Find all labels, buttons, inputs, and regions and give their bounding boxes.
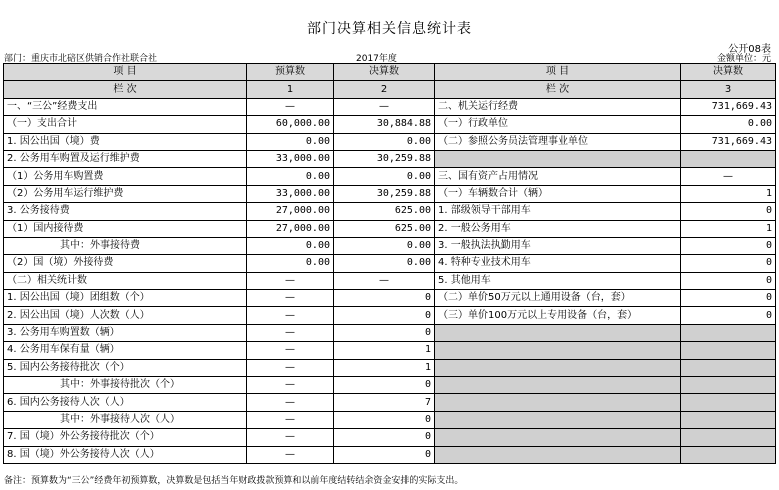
table-row	[4, 133, 776, 150]
header-row	[4, 64, 776, 81]
final-value: 0.00	[334, 255, 435, 272]
form-code: 公开08表	[728, 44, 771, 55]
unit-label: 金额单位：元	[716, 54, 771, 64]
final-value: 0	[334, 446, 435, 463]
row-label: 1. 因公出国（境）费	[4, 133, 247, 150]
budget-value: —	[247, 290, 334, 307]
final-value-right	[681, 324, 776, 341]
row-label: （2）国（境）外接待费	[4, 255, 247, 272]
final-value: 0	[334, 377, 435, 394]
table-row	[4, 168, 776, 185]
row-label: （2）公务用车运行维护费	[4, 185, 247, 202]
budget-value: 0.00	[247, 168, 334, 185]
row-label-right: （二）参照公务员法管理事业单位	[435, 133, 681, 150]
row-label-right: 3. 一般执法执勤用车	[435, 237, 681, 254]
header-item-right: 项 目	[435, 64, 681, 81]
table-row	[4, 342, 776, 359]
budget-value: 0.00	[247, 255, 334, 272]
budget-value: 0.00	[247, 133, 334, 150]
final-value: 0	[334, 290, 435, 307]
row-label: 3. 公务接待费	[4, 203, 247, 220]
row-label-right	[435, 394, 681, 411]
header-budget: 预算数	[247, 64, 334, 81]
budget-value: —	[247, 411, 334, 428]
final-value-right: 0.00	[681, 116, 776, 133]
index-c2: 2	[334, 81, 435, 98]
row-label: 3. 公务用车购置数（辆）	[4, 324, 247, 341]
final-value: 0	[334, 324, 435, 341]
final-value-right: 731,669.43	[681, 133, 776, 150]
budget-value: —	[247, 98, 334, 115]
row-label: 2. 因公出国（境）人次数（人）	[4, 307, 247, 324]
row-label-right	[435, 324, 681, 341]
final-value-right: 0	[681, 307, 776, 324]
table-row	[4, 359, 776, 376]
table-row	[4, 324, 776, 341]
row-label: （1）国内接待费	[4, 220, 247, 237]
row-label-right: （三）单价100万元以上专用设备（台，套）	[435, 307, 681, 324]
header-item: 项 目	[4, 64, 247, 81]
final-value: —	[334, 98, 435, 115]
row-label: （二）相关统计数	[4, 272, 247, 289]
final-value-right	[681, 359, 776, 376]
budget-value: 0.00	[247, 237, 334, 254]
row-label-right	[435, 446, 681, 463]
table-row	[4, 116, 776, 133]
row-label-right: （一）车辆数合计（辆）	[435, 185, 681, 202]
row-label: 2. 公务用车购置及运行维护费	[4, 150, 247, 167]
row-label-right: 2. 一般公务用车	[435, 220, 681, 237]
table-row	[4, 98, 776, 115]
table-row	[4, 377, 776, 394]
row-label-right	[435, 429, 681, 446]
table-row	[4, 394, 776, 411]
final-value-right	[681, 429, 776, 446]
row-label-right	[435, 411, 681, 428]
table-row	[4, 290, 776, 307]
footnote: 备注：预算数为“三公”经费年初预算数，决算数是包括当年财政拨款预算和以前年度结转结余资金安排的实际支出。	[4, 476, 464, 486]
final-value: 1	[334, 359, 435, 376]
index-label-right: 栏 次	[435, 81, 681, 98]
final-value-right: 0	[681, 255, 776, 272]
row-label-right: 4. 特种专业技术用车	[435, 255, 681, 272]
final-value-right	[681, 150, 776, 167]
table-row	[4, 150, 776, 167]
budget-value: —	[247, 324, 334, 341]
final-value-right: 0	[681, 203, 776, 220]
final-value-right: 1	[681, 185, 776, 202]
final-value-right: 731,669.43	[681, 98, 776, 115]
final-value-right	[681, 446, 776, 463]
budget-value: —	[247, 446, 334, 463]
row-label-right: （一）行政单位	[435, 116, 681, 133]
budget-value: —	[247, 359, 334, 376]
table-row	[4, 203, 776, 220]
final-value-right	[681, 342, 776, 359]
table-row	[4, 307, 776, 324]
row-label: 4. 公务用车保有量（辆）	[4, 342, 247, 359]
final-value: 0.00	[334, 133, 435, 150]
row-label: （一）支出合计	[4, 116, 247, 133]
row-label-right: 二、机关运行经费	[435, 98, 681, 115]
final-value-right: 1	[681, 220, 776, 237]
final-value: 30,884.88	[334, 116, 435, 133]
final-value: 625.00	[334, 220, 435, 237]
table-row	[4, 255, 776, 272]
table-row	[4, 220, 776, 237]
page-title: 部门决算相关信息统计表	[307, 21, 472, 37]
final-value: 0.00	[334, 168, 435, 185]
budget-value: —	[247, 307, 334, 324]
final-value-right: 0	[681, 290, 776, 307]
final-value: 0	[334, 429, 435, 446]
final-value: 30,259.88	[334, 150, 435, 167]
budget-value: —	[247, 429, 334, 446]
final-value: 0	[334, 411, 435, 428]
row-label-right	[435, 359, 681, 376]
row-label-right: （二）单价50万元以上通用设备（台，套）	[435, 290, 681, 307]
row-label-right: 三、国有资产占用情况	[435, 168, 681, 185]
final-value: 30,259.88	[334, 185, 435, 202]
year-label: 2017年度	[356, 54, 397, 64]
row-label: 1. 因公出国（境）团组数（个）	[4, 290, 247, 307]
budget-value: 27,000.00	[247, 220, 334, 237]
final-value-right	[681, 377, 776, 394]
table-row	[4, 185, 776, 202]
final-value-right: 0	[681, 272, 776, 289]
row-label-right	[435, 150, 681, 167]
row-label: 6. 国内公务接待人次（人）	[4, 394, 247, 411]
row-label: 5. 国内公务接待批次（个）	[4, 359, 247, 376]
header-final-right: 决算数	[681, 64, 776, 81]
budget-value: —	[247, 272, 334, 289]
final-value-right: —	[681, 168, 776, 185]
final-value: 1	[334, 342, 435, 359]
row-label-right	[435, 377, 681, 394]
index-c3: 3	[681, 81, 776, 98]
budget-value: —	[247, 394, 334, 411]
final-value: —	[334, 272, 435, 289]
row-label: 7. 国（境）外公务接待批次（个）	[4, 429, 247, 446]
row-label: 一、“三公”经费支出	[4, 98, 247, 115]
row-label-right: 5. 其他用车	[435, 272, 681, 289]
budget-value: —	[247, 342, 334, 359]
row-label-right: 1. 部级领导干部用车	[435, 203, 681, 220]
row-label: 其中：外事接待费	[4, 237, 247, 254]
final-value: 0.00	[334, 237, 435, 254]
final-value: 625.00	[334, 203, 435, 220]
index-row	[4, 81, 776, 98]
final-value: 0	[334, 307, 435, 324]
stats-table	[3, 63, 776, 464]
table-row	[4, 237, 776, 254]
row-label: 其中：外事接待人次（人）	[4, 411, 247, 428]
row-label: 其中：外事接待批次（个）	[4, 377, 247, 394]
budget-value: 33,000.00	[247, 185, 334, 202]
index-c1: 1	[247, 81, 334, 98]
index-label: 栏 次	[4, 81, 247, 98]
department-label: 部门：重庆市北碚区供销合作社联合社	[4, 54, 158, 64]
row-label: 8. 国（境）外公务接待人次（人）	[4, 446, 247, 463]
table-row	[4, 446, 776, 463]
table-row	[4, 429, 776, 446]
table-row	[4, 411, 776, 428]
budget-value: —	[247, 377, 334, 394]
row-label-right	[435, 342, 681, 359]
row-label: （1）公务用车购置费	[4, 168, 247, 185]
budget-value: 27,000.00	[247, 203, 334, 220]
final-value-right	[681, 411, 776, 428]
final-value-right	[681, 394, 776, 411]
final-value-right: 0	[681, 237, 776, 254]
final-value: 7	[334, 394, 435, 411]
table-row	[4, 272, 776, 289]
budget-value: 60,000.00	[247, 116, 334, 133]
budget-value: 33,000.00	[247, 150, 334, 167]
header-final: 决算数	[334, 64, 435, 81]
